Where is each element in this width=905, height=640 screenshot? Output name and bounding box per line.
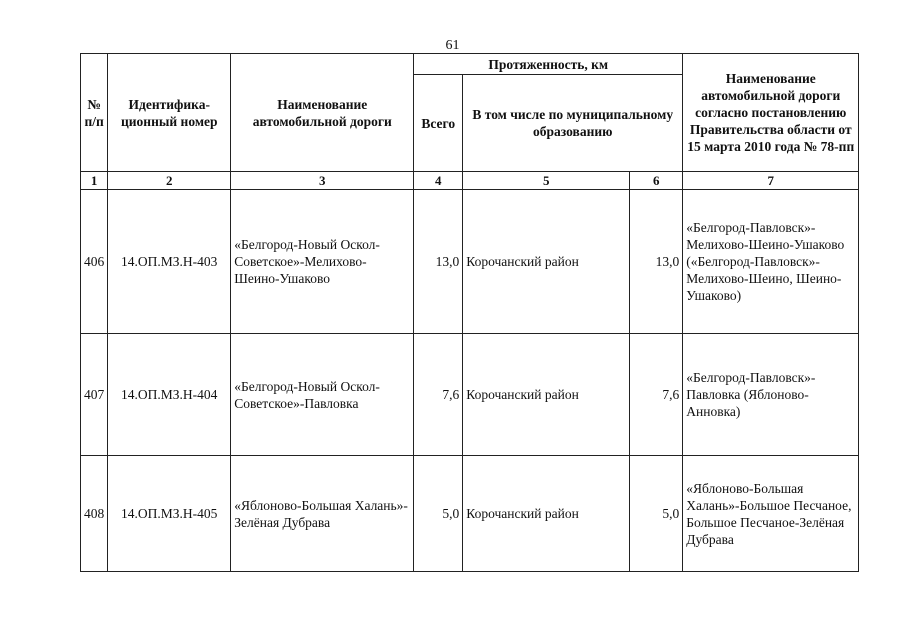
- header-length-group: Протяженность, км: [414, 54, 683, 75]
- road-id: 14.ОП.МЗ.Н-403: [108, 190, 231, 334]
- column-number: 1: [81, 172, 108, 190]
- decree-road-name: «Белгород-Павловск»-Павловка (Яблоново-Анновка): [683, 334, 859, 456]
- municipal-district: Корочанский район: [463, 334, 630, 456]
- table-row: [81, 456, 859, 572]
- header-row: [81, 54, 859, 75]
- column-number: 4: [414, 172, 463, 190]
- road-id: 14.ОП.МЗ.Н-404: [108, 334, 231, 456]
- row-number: 408: [81, 456, 108, 572]
- municipal-district: Корочанский район: [463, 456, 630, 572]
- header-municipal: В том числе по муниципальному образованию: [463, 75, 683, 172]
- column-number: 3: [231, 172, 414, 190]
- row-number: 406: [81, 190, 108, 334]
- column-number: 2: [108, 172, 231, 190]
- length-municipal: 7,6: [630, 334, 683, 456]
- table-row: [81, 190, 859, 334]
- header-no: № п/п: [81, 54, 108, 172]
- page-number: 61: [445, 38, 460, 53]
- header-id: Идентифика-ционный номер: [108, 54, 231, 172]
- length-total: 13,0: [414, 190, 463, 334]
- roads-table: [80, 53, 859, 572]
- column-number: 7: [683, 172, 859, 190]
- header-name: Наименование автомобильной дороги: [231, 54, 414, 172]
- table-row: [81, 334, 859, 456]
- decree-road-name: «Яблоново-Большая Халань»-Большое Песчаное, Большое Песчаное-Зелёная Дубрава: [683, 456, 859, 572]
- length-total: 7,6: [414, 334, 463, 456]
- length-municipal: 13,0: [630, 190, 683, 334]
- decree-road-name: «Белгород-Павловск»-Мелихово-Шеино-Ушаково («Белгород-Павловск»-Мелихово-Шеино, Шеино-Ушаково): [683, 190, 859, 334]
- road-name: «Белгород-Новый Оскол-Советское»-Павловка: [231, 334, 414, 456]
- road-name: «Яблоново-Большая Халань»-Зелёная Дубрава: [231, 456, 414, 572]
- length-municipal: 5,0: [630, 456, 683, 572]
- municipal-district: Корочанский район: [463, 190, 630, 334]
- length-total: 5,0: [414, 456, 463, 572]
- header-total: Всего: [414, 75, 463, 172]
- column-number-row: [81, 172, 859, 190]
- road-name: «Белгород-Новый Оскол-Советское»-Мелихово-Шеино-Ушаково: [231, 190, 414, 334]
- row-number: 407: [81, 334, 108, 456]
- header-decree: Наименование автомобильной дороги согласно постановлению Правительства области от 15 марта 2010 года № 78-пп: [683, 54, 859, 172]
- column-number: 5: [463, 172, 630, 190]
- column-number: 6: [630, 172, 683, 190]
- road-id: 14.ОП.МЗ.Н-405: [108, 456, 231, 572]
